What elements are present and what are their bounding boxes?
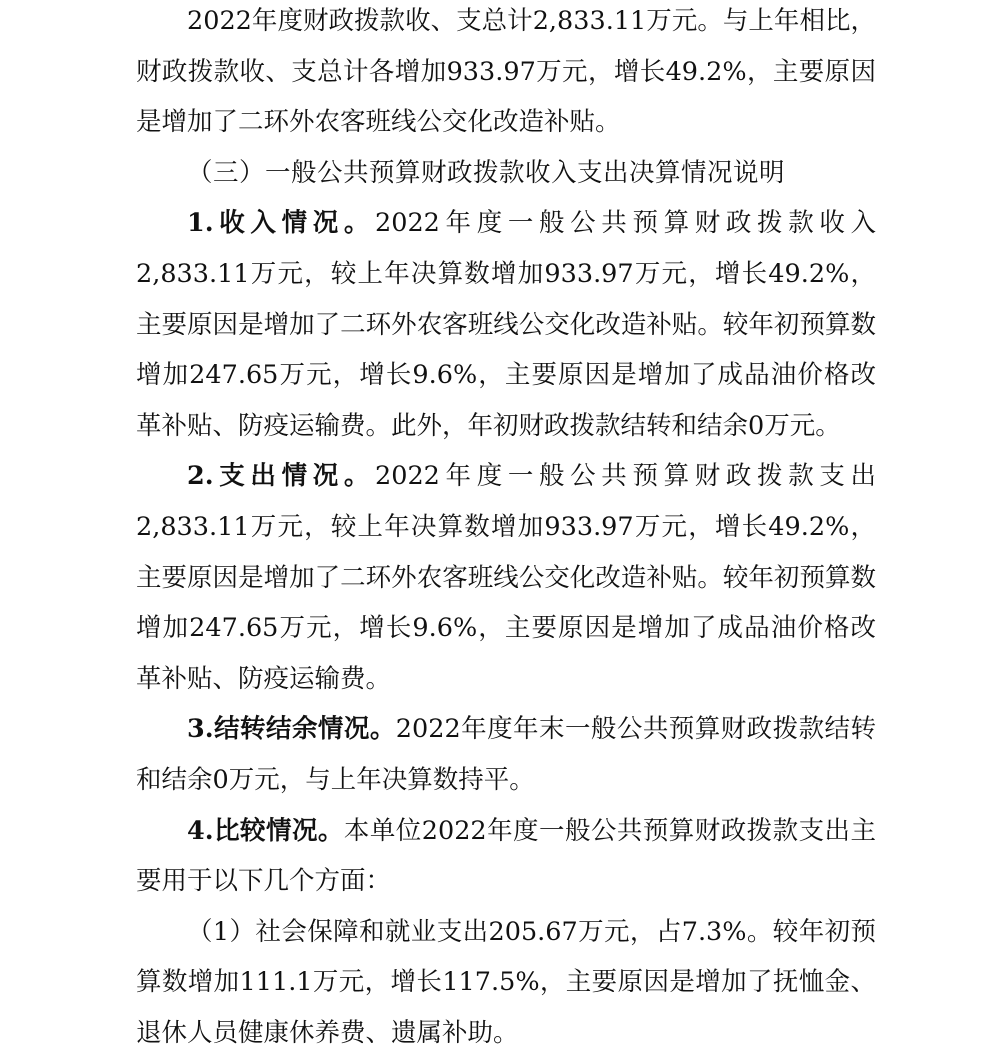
expense-body: 2022年度一般公共预算财政拨款支出2,833.11万元，较上年决算数增加933.97万元，增长49.2%，主要原因是增加了二环外农客班线公交化改造补贴。较年初预算数增加247.65万元，增长9.6%，主要原因是增加了成品油价格改革补贴、防疫运输费。 xyxy=(136,461,876,694)
document-page xyxy=(136,0,876,1058)
carryover-body: 2022年度年末一般公共预算财政拨款结转和结余0万元，与上年决算数持平。 xyxy=(136,714,876,795)
carryover-paragraph xyxy=(136,704,876,805)
comparison-paragraph xyxy=(136,806,876,907)
summary-paragraph: 2022年度财政拨款收、支总计2,833.11万元。与上年相比，财政拨款收、支总计各增加933.97万元，增长49.2%，主要原因是增加了二环外农客班线公交化改造补贴。 xyxy=(136,6,876,138)
expense-lead: 2.支出情况。 xyxy=(187,461,376,492)
expense-paragraph xyxy=(136,451,876,704)
section-heading: （三）一般公共预算财政拨款收入支出决算情况说明 xyxy=(187,157,786,188)
income-lead: 1.收入情况。 xyxy=(187,208,376,239)
income-body: 2022年度一般公共预算财政拨款收入2,833.11万元，较上年决算数增加933.97万元，增长49.2%，主要原因是增加了二环外农客班线公交化改造补贴。较年初预算数增加247.65万元，增长9.6%，主要原因是增加了成品油价格改革补贴、防疫运输费。此外，年初财政拨款结转和结余0万元。 xyxy=(136,208,876,441)
income-paragraph xyxy=(136,198,876,451)
carryover-lead: 3.结转结余情况。 xyxy=(187,714,396,745)
comparison-lead: 4.比较情况。 xyxy=(187,815,344,846)
comparison-body: 本单位2022年度一般公共预算财政拨款支出主要用于以下几个方面： xyxy=(136,815,876,897)
item-1-paragraph: （1）社会保障和就业支出205.67万元，占7.3%。较年初预算数增加111.1万元，增长117.5%，主要原因是增加了抚恤金、退休人员健康休养费、遗属补助。 xyxy=(136,916,876,1048)
